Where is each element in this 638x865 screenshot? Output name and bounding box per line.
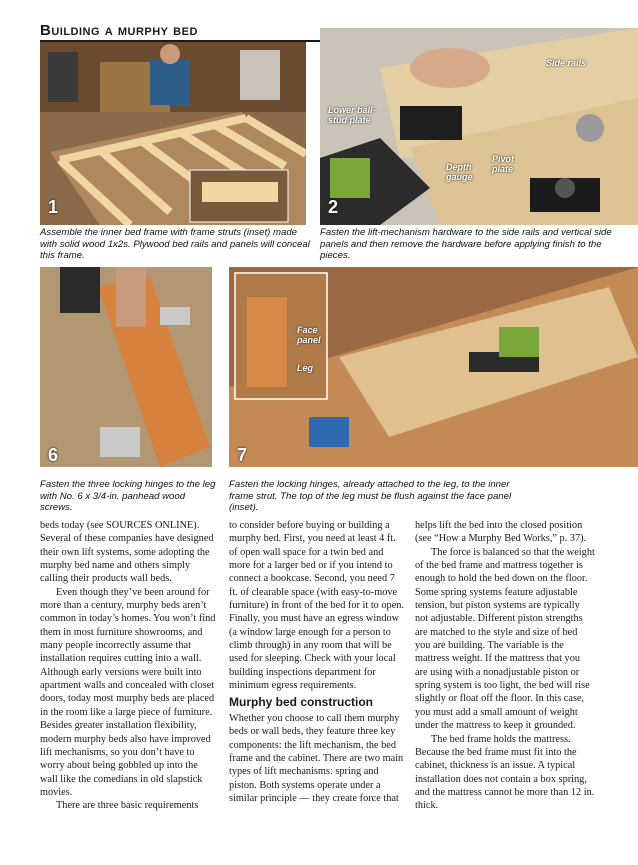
label-leg: Leg [297,363,314,373]
caption-2: Fasten the lift-mechanism hardware to the side rails and vertical side panels and then remove the hardware before applying finish to the pieces. [320,227,612,261]
body-column-2 [229,519,404,805]
body-paragraph: Even though they’ve been around for more than a century, murphy beds aren’t common in today’s homes. You won’t find them in most furniture showrooms, and many people incorrectly assume that installation requires cutting into a wall. Although early versions were built into apartment walls and concealed with closet doors, today most murphy beds are placed in the room like a large piece of furniture. Besides greater installation flexibility, modern murphy beds also have improved lift mechanisms, so you don’t have to worry about being gobbled up into the wall like the comedians in old slapstick movies. [40,586,216,798]
body-column-1 [40,519,218,813]
body-paragraph: helps lift the bed into the closed position (see “How a Murphy Bed Works,” p. 37). [415,520,587,545]
photo-1-illustration [40,42,306,225]
body-column-3 [415,519,595,813]
photo-2 [320,28,638,225]
photo-6 [40,267,212,467]
page-title: Building a murphy bed [40,22,198,39]
label-depth-gauge: Depth gauge [446,162,473,182]
label-lower-ball-stud-plate: Lower ball-stud plate [328,105,376,125]
label-face-panel: Face panel [297,325,321,345]
caption-7: Fasten the locking hinges, already attached to the leg, to the inner frame strut. The top of the leg must be flush against the face panel (inset). [229,479,512,513]
figure-number-1: 1 [48,197,59,217]
body-paragraph: Whether you choose to call them murphy beds or wall beds, they feature three key components: the lift mechanism, the bed frame and the cabinet. There are two main types of lift mechanisms: spring and piston. Both systems operate under a similar principle — they create force that [229,712,404,804]
caption-1: Assemble the inner bed frame with frame struts (inset) made with solid wood 1x2s. Plywood bed rails and panels will conceal this frame. [40,227,310,261]
photo-7 [229,267,638,467]
body-paragraph: to consider before buying or building a murphy bed. First, you need at least 4 ft. of open wall space for a twin bed and more for a larger bed or if you intend to connect a bookcase. Second, you need 7 ft. of clearable space (with easy-to-move furniture) in front of the bed for it to open. Finally, you must have an egress window (a window large enough for a person to climb through) in any room that will be used for sleeping. Check with your local building inspections department for minimum egress requirements. [229,520,404,692]
body-paragraph: The bed frame holds the mattress. Because the bed frame must fit into the cabinet, thickness is an issue. A typical installation does not contain a box spring, and the mattress cannot be more than 12 in. thick. [415,733,595,812]
figure-number-2: 2 [328,197,339,217]
photo-7-illustration [229,267,638,467]
photo-1 [40,42,306,225]
figure-number-6: 6 [48,445,59,465]
label-pivot-plate: Pivot plate [492,154,515,174]
figure-number-7: 7 [237,445,248,465]
photo-2-illustration [320,28,638,225]
body-paragraph: The force is balanced so that the weight of the bed frame and mattress together is enough to hold the bed down on the floor. Some spring systems feature adjustable tension, but piston systems are typically not adjustable. Different piston strengths are matched to the style and size of bed you are building. The variable is the mattress weight. If the mattress that you are using with a nonadjustable piston or spring system is too light, the bed will rise slightly or float off the floor. In this case, you must add a small amount of weight under the mattress to keep it grounded. [415,546,595,732]
photo-6-illustration [40,267,212,467]
caption-6: Fasten the three locking hinges to the leg with No. 6 x 3/4-in. panhead wood screws. [40,479,216,513]
body-paragraph: There are three basic requirements [56,800,199,812]
label-side-rails: Side rails [546,58,587,68]
body-paragraph: beds today (see SOURCES ONLINE). Several of these companies have designed their own lift systems, some adopting the murphy bed name and others simply calling their products wall beds. [40,520,214,585]
section-heading: Murphy bed construction [229,695,373,710]
